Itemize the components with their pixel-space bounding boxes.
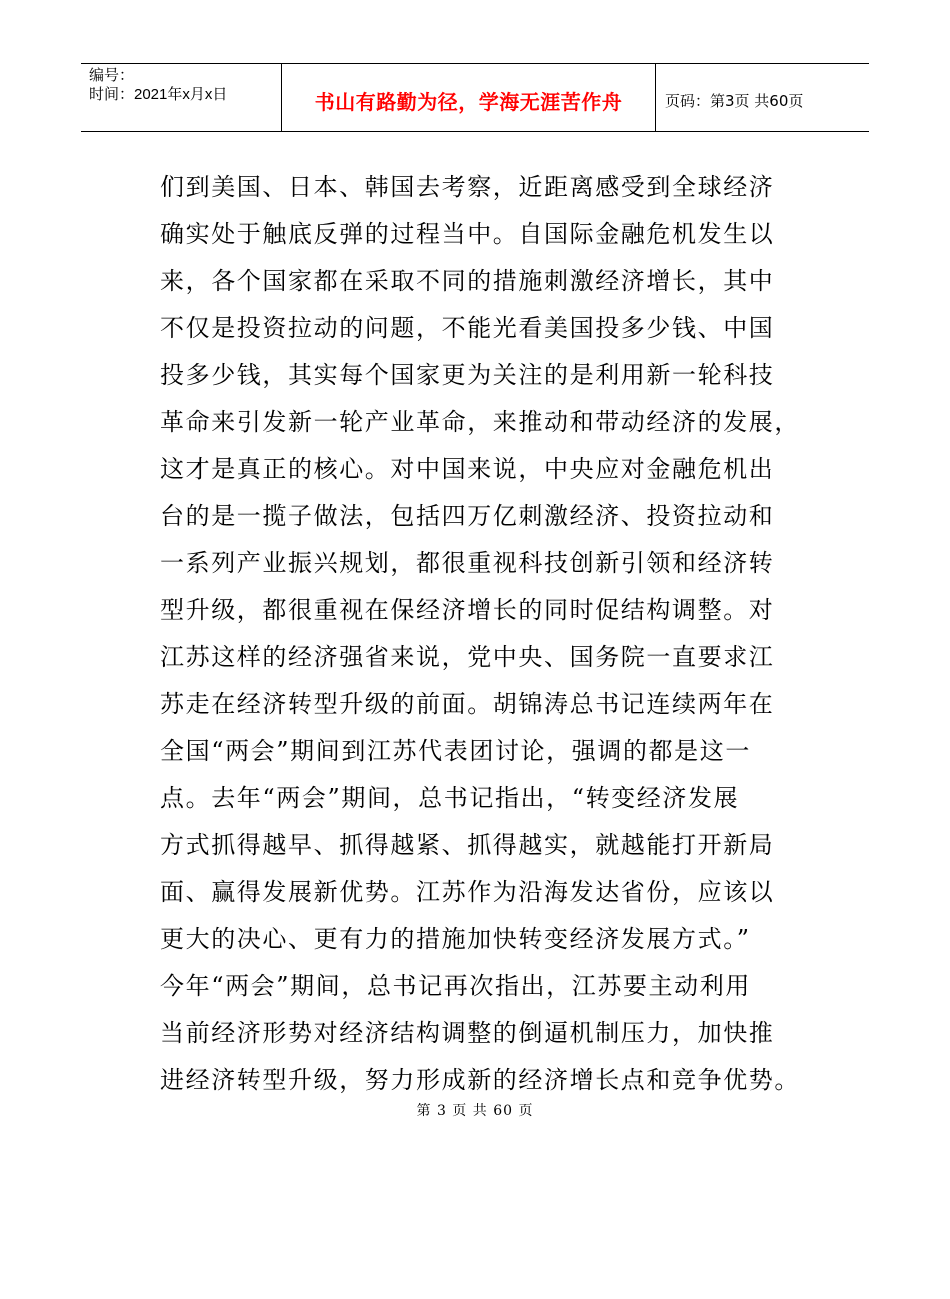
header-page-info: 页码：第3页 共60页: [665, 92, 804, 110]
header-motto: 书山有路勤为径，学海无涯苦作舟: [314, 90, 623, 114]
document-body: [160, 164, 820, 1104]
page-header: [81, 63, 869, 132]
body-line: 确实处于触底反弹的过程当中。自国际金融危机发生以: [160, 220, 775, 248]
page-footer: 第 3 页 共 60 页: [416, 1103, 534, 1119]
body-line: 当前经济形势对经济结构调整的倒逼机制压力，加快推: [160, 1019, 775, 1047]
body-line: 一系列产业振兴规划，都很重视科技创新引领和经济转: [160, 549, 775, 577]
body-line: 进经济转型升级，努力形成新的经济增长点和竞争优势。: [160, 1066, 800, 1094]
body-line: 台的是一揽子做法，包括四万亿刺激经济、投资拉动和: [160, 502, 775, 530]
header-page-cell: [655, 64, 869, 131]
body-line: 苏走在经济转型升级的前面。胡锦涛总书记连续两年在: [160, 690, 775, 718]
document-time-label: 时间：2021年x月x日: [89, 86, 228, 103]
body-line: 投多少钱，其实每个国家更为关注的是利用新一轮科技: [160, 361, 775, 389]
body-line: 来，各个国家都在采取不同的措施刺激经济增长，其中: [160, 267, 775, 295]
header-meta-cell: [81, 64, 281, 131]
body-line: 更大的决心、更有力的措施加快转变经济发展方式。”: [160, 925, 751, 953]
document-number-label: 编号：: [89, 67, 135, 84]
body-line: 革命来引发新一轮产业革命，来推动和带动经济的发展，: [160, 408, 800, 436]
body-line: 们到美国、日本、韩国去考察，近距离感受到全球经济: [160, 173, 775, 201]
body-line: 全国“两会”期间到江苏代表团讨论，强调的都是这一: [160, 737, 751, 765]
header-motto-cell: [281, 64, 656, 131]
body-line: 不仅是投资拉动的问题，不能光看美国投多少钱、中国: [160, 314, 775, 342]
body-line: 今年“两会”期间，总书记再次指出，江苏要主动利用: [160, 972, 751, 1000]
body-line: 方式抓得越早、抓得越紧、抓得越实，就越能打开新局: [160, 831, 775, 859]
body-line: 面、赢得发展新优势。江苏作为沿海发达省份，应该以: [160, 878, 775, 906]
body-line: 江苏这样的经济强省来说，党中央、国务院一直要求江: [160, 643, 775, 671]
body-line: 型升级，都很重视在保经济增长的同时促结构调整。对: [160, 596, 775, 624]
body-line: 点。去年“两会”期间，总书记指出，“转变经济发展: [160, 784, 740, 812]
body-line: 这才是真正的核心。对中国来说，中央应对金融危机出: [160, 455, 775, 483]
